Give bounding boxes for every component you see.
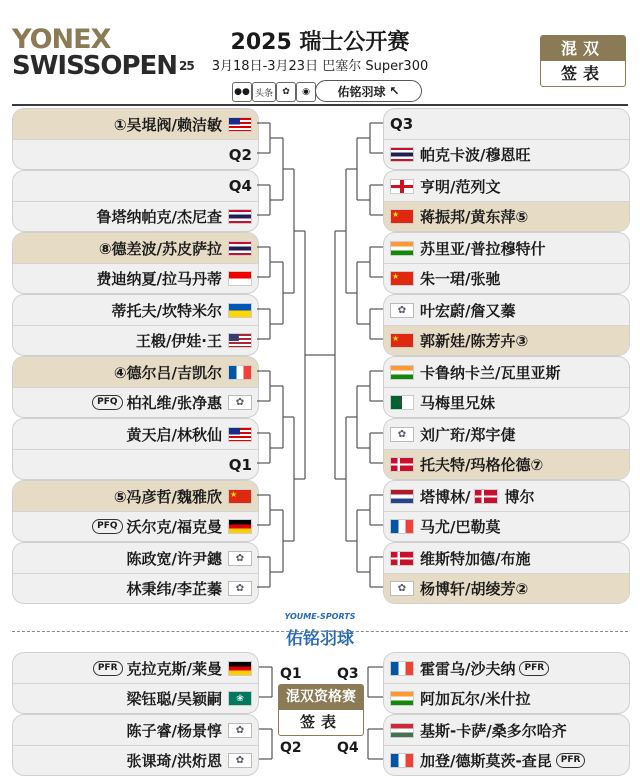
player-name: Q2 [228,145,252,164]
flag-de-icon [228,661,252,676]
player-name: 沃尔克/福克曼 [126,518,222,536]
player-name: 马尤/巴勒莫 [420,518,501,536]
player-name: 阿加瓦尔/米什拉 [420,690,531,708]
logo-swissopen-text: SWISSOPEN [12,51,178,81]
player-name: 杨博轩/胡绫芳② [420,580,529,598]
player-name: 加登/德斯莫茨-查昆 [420,752,552,770]
flag-cn-icon: ★ [228,489,252,504]
entry-tag: PFR [519,661,549,676]
flag-tpe-icon: ✿ [390,303,414,318]
player-name: 陈政宽/许尹鏸 [126,549,222,568]
wechat-icon[interactable]: ●● [232,82,252,102]
pointer-icon: ↖ [389,84,400,98]
paw-icon[interactable]: ✿ [276,82,296,102]
player-name: 托夫特/玛格伦德⑦ [420,456,544,474]
section-divider [12,631,628,632]
player-name: 王椴/伊娃·王 [135,332,222,350]
pair-box [383,714,630,776]
player-row[interactable] [384,745,629,775]
player-name: 克拉克斯/莱曼 [126,659,222,678]
player-row[interactable] [13,745,258,775]
player-name-partner: 博尔 [504,487,535,506]
player-name: ①吴堒阀/赖洁敏 [113,115,222,134]
player-name: 苏里亚/普拉穆特什 [420,239,546,258]
logo-yonex: YONEX [12,24,111,55]
flag-tpe-icon: ✿ [390,581,414,596]
flag-cn-icon: ★ [390,333,414,348]
flag-tpe-icon: ✿ [228,581,252,596]
logo-year: 25 [179,59,194,73]
player-name: 林秉纬/李芷蓁 [126,580,222,598]
player-row[interactable] [13,683,258,713]
qual-label-q1: Q1 [280,666,302,682]
player-name: 塔博林/ [420,487,471,506]
player-name: 朱一珺/张驰 [420,270,501,288]
toutiao-icon[interactable]: 头条 [252,82,276,102]
entry-tag: PFR [556,753,586,768]
entry-tag: PFQ [92,519,122,534]
entry-tag: PFQ [92,395,122,410]
player-name: ⑤冯彦哲/魏雅欣 [113,487,222,506]
player-name: 叶宏蔚/詹又蓁 [420,301,516,320]
qual-label-q4: Q4 [337,740,359,756]
qualifying-title-box [278,684,364,736]
qual-label-q3: Q3 [337,666,359,682]
flag-tpe-icon: ✿ [228,551,252,566]
flag-hu-icon [390,723,414,738]
player-name: 陈子睿/杨景惇 [126,721,222,740]
player-name: 柏礼维/张净惠 [126,394,222,412]
player-name: 卡鲁纳卡兰/瓦里亚斯 [420,363,561,382]
entry-tag: PFR [93,661,123,676]
draw-title-top: 混双 [541,36,625,61]
sponsor-small: YOUME-SPORTS [284,612,356,621]
player-name: 维斯特加德/布施 [420,549,531,568]
flag-tpe-icon: ✿ [228,395,252,410]
flag-tpe-icon: ✿ [390,427,414,442]
pair-box [12,652,259,714]
player-name: 郭新娃/陈芳卉③ [420,332,529,350]
flag-in-icon [390,691,414,706]
player-name: 蒋振邦/黄东萍⑤ [420,208,529,226]
qual-label-q2: Q2 [280,740,302,756]
sponsor-name: 佑铭羽球 [286,629,354,649]
flag-mo-icon: ❀ [228,691,252,706]
player-row[interactable] [13,715,258,745]
player-name: 亨明/范列文 [420,177,501,196]
flag-fr-icon [390,661,414,676]
weibo-icon[interactable]: ◉ [296,82,316,102]
player-name: 费迪纳夏/拉马丹蒂 [96,270,222,288]
player-name: Q3 [390,115,414,133]
player-name: Q4 [228,177,252,195]
player-name: 马梅里兄妹 [420,394,496,412]
player-row[interactable] [384,683,629,713]
player-name: ④德尔吕/吉凯尔 [113,363,222,382]
pair-box [383,652,630,714]
qualifying-title-bottom: 签表 [299,713,342,731]
player-name: 刘广珩/郑宇倢 [420,425,516,444]
player-name: 帕克卡波/穆恩旺 [420,146,531,164]
player-name: 基斯-卡萨/桑多尔哈齐 [420,721,567,740]
page-subtitle: 3月18日-3月23日 巴塞尔 Super300 [211,59,429,74]
player-row[interactable] [384,653,629,683]
flag-cn-icon: ★ [390,209,414,224]
player-name: 黄天启/林秋仙 [126,425,222,444]
player-name: ⑧德差波/苏皮萨拉 [98,239,222,258]
player-name: 蒂托夫/坎特米尔 [111,301,222,320]
flag-cn-icon: ★ [390,271,414,286]
flag-tpe-icon: ✿ [228,723,252,738]
player-name: 霍雷乌/沙夫纳 [420,659,516,678]
qualifying-title-top: 混双资格赛 [279,685,363,710]
flag-fr-icon [390,753,414,768]
flag-dz-icon: ☾ [390,395,414,410]
player-name: 张课琦/洪烆恩 [126,752,222,770]
draw-title-bottom: 签表 [560,64,605,83]
pair-box [12,714,259,776]
player-name: Q1 [228,455,252,474]
player-name: 鲁塔纳帕克/杰尼查 [96,208,222,226]
player-row[interactable] [13,653,258,683]
player-name: 梁钰聪/吴颖嗣 [126,690,222,708]
brand-label: 佑铭羽球 [337,84,386,99]
player-row[interactable] [384,715,629,745]
page-title: 2025 瑞士公开赛 [230,30,410,55]
flag-tpe-icon: ✿ [228,753,252,768]
